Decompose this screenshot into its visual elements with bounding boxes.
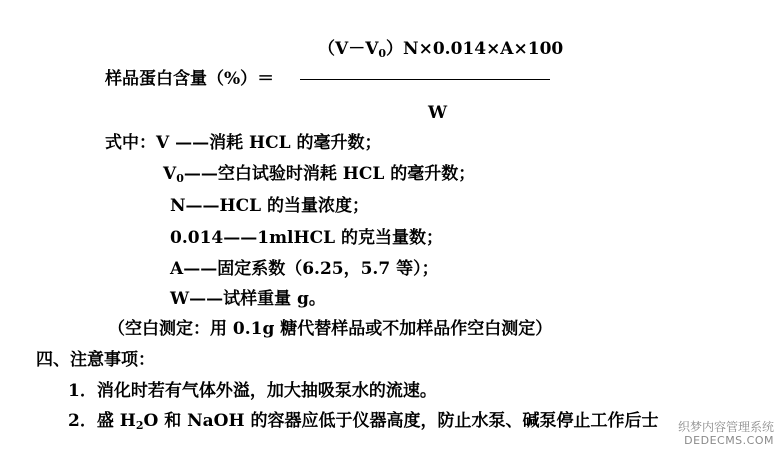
formula-numerator bbox=[318, 38, 563, 60]
note-item-1: 1．消化时若有气体外溢，加大抽吸泵水的流速。 bbox=[68, 381, 437, 401]
legend-description: ——消耗 HCL 的毫升数； bbox=[169, 133, 382, 153]
note-item-2-prefix: 2．盛 H bbox=[68, 411, 136, 431]
legend-intro: 式中： bbox=[105, 133, 156, 153]
watermark-title: 织梦内容管理系统 bbox=[677, 420, 774, 434]
legend-symbol: V bbox=[156, 133, 170, 153]
legend-description: ——HCL 的当量浓度； bbox=[185, 196, 370, 216]
numerator-suffix: ）N×0.014×A×100 bbox=[386, 39, 564, 59]
note-item-2-subscript: 2 bbox=[135, 419, 144, 432]
legend-row-n bbox=[170, 195, 369, 217]
legend-symbol: W bbox=[170, 289, 190, 309]
legend-row-v0 bbox=[163, 163, 475, 185]
legend-description: ——固定系数（6.25，5.7 等）； bbox=[183, 259, 439, 279]
note-item-2 bbox=[68, 410, 658, 432]
fraction-bar bbox=[300, 79, 550, 80]
note-item-2-suffix: O 和 NaOH 的容器应低于仪器高度，防止水泵、碱泵停止工作后士 bbox=[143, 411, 659, 431]
legend-symbol: A bbox=[170, 259, 184, 279]
legend-row-a bbox=[170, 258, 439, 280]
numerator-prefix: （V－V bbox=[318, 39, 379, 59]
legend-symbol-subscript: 0 bbox=[176, 172, 184, 185]
legend-symbol: 0.014 bbox=[170, 228, 224, 248]
watermark bbox=[678, 421, 774, 447]
formula-denominator: W bbox=[428, 103, 448, 123]
legend-description: ——试样重量 g。 bbox=[189, 289, 326, 309]
legend-row-0014 bbox=[170, 227, 443, 249]
numerator-subscript: 0 bbox=[378, 47, 387, 60]
legend-description: ——空白试验时消耗 HCL 的毫升数； bbox=[183, 164, 476, 184]
legend-description: ——1mlHCL 的克当量数； bbox=[223, 228, 443, 248]
blank-note: （空白测定：用 0.1g 糖代替样品或不加样品作空白测定） bbox=[108, 319, 553, 339]
formula-lhs: 样品蛋白含量（%）＝ bbox=[105, 69, 275, 89]
legend-symbol: V bbox=[163, 164, 177, 184]
watermark-domain: DEDECMS.COM bbox=[684, 434, 774, 447]
legend-symbol: N bbox=[170, 196, 186, 216]
legend-row-v bbox=[105, 132, 382, 154]
legend-row-w bbox=[170, 288, 326, 310]
notes-heading: 四、注意事项： bbox=[36, 350, 155, 370]
